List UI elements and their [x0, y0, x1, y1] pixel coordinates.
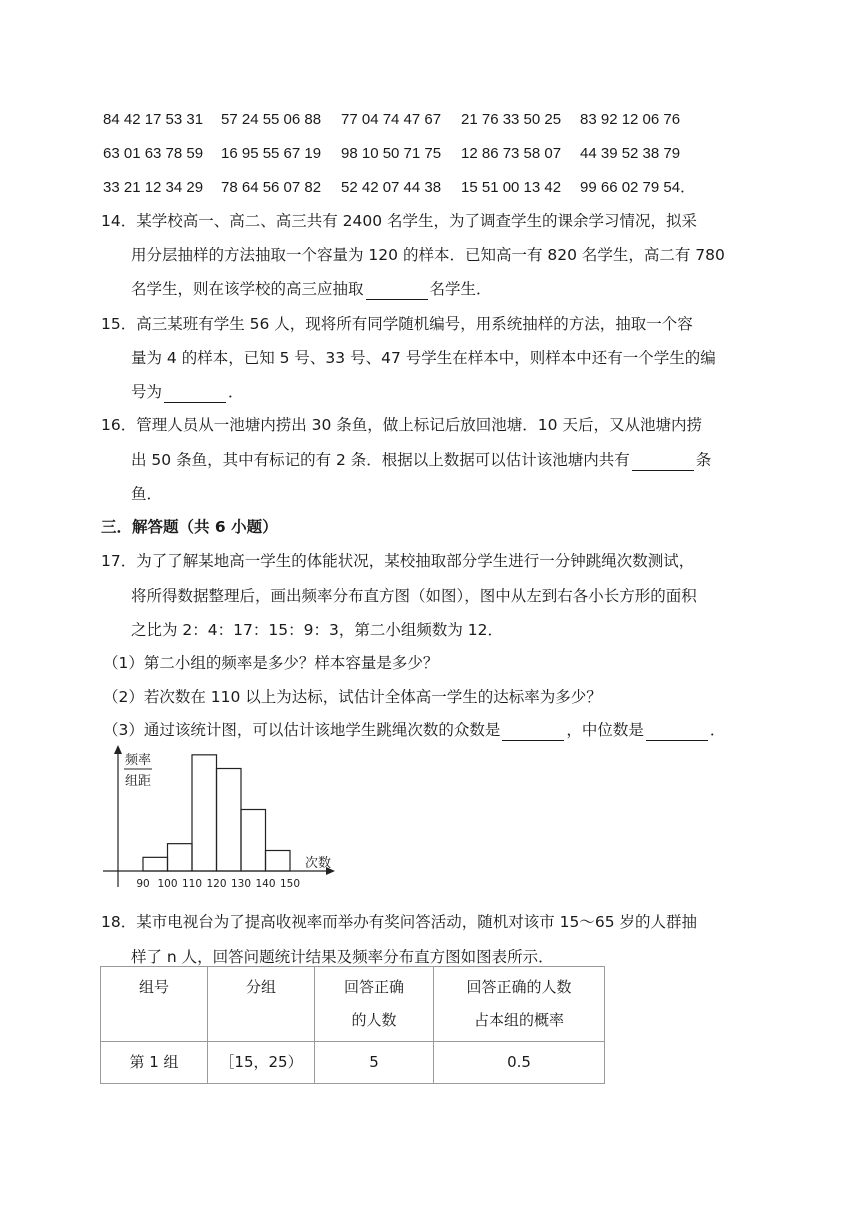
histogram-bar: [266, 851, 291, 872]
y-axis-arrow-icon: [114, 745, 122, 754]
number-group: 77 04 74 47 67: [341, 111, 442, 128]
number-group: 15 51 00 13 42: [461, 179, 562, 196]
number-group: 16 95 55 67 19: [221, 145, 322, 162]
x-tick-label: 120: [206, 878, 227, 890]
histogram-bar: [143, 857, 168, 871]
number-group: 78 64 56 07 82: [221, 179, 322, 196]
answer-blank: [646, 723, 708, 741]
random-number-row-1: [103, 109, 680, 131]
number-group: 84 42 17 53 31: [103, 111, 204, 128]
x-tick-label: 130: [230, 878, 252, 890]
header-text: 占本组的概率: [473, 1011, 564, 1029]
q16-text: 条: [695, 451, 712, 469]
answer-blank: [502, 723, 564, 741]
q16-line-3: 鱼．: [131, 485, 163, 503]
table-header-cell: [101, 967, 208, 1042]
number-group: 33 21 12 34 29: [103, 179, 204, 196]
table-header-cell: [434, 967, 605, 1042]
q17-text: （3）通过该统计图，可以估计该地学生跳绳次数的众数是: [103, 721, 501, 739]
table-cell: 第 1 组: [101, 1042, 208, 1084]
header-text: 分组: [245, 978, 276, 996]
q17-sub-2: （2）若次数在 110 以上为达标，试估计全体高一学生的达标率为多少？: [103, 688, 602, 706]
q17-text: ，中位数是: [566, 721, 644, 739]
number-group: 83 92 12 06 76: [580, 111, 681, 128]
q17-sub-3: [103, 719, 725, 741]
header-text: 回答正确: [343, 978, 404, 996]
header-text: 组号: [138, 978, 169, 996]
table-cell: ［15，25）: [208, 1042, 315, 1084]
number-group: 52 42 07 44 38: [341, 179, 442, 196]
table-header-cell: [315, 967, 434, 1042]
x-tick-label: 150: [279, 878, 301, 890]
answer-blank: [632, 453, 694, 471]
number-group: 44 39 52 38 79: [580, 145, 681, 162]
q14-line-2: 用分层抽样的方法抽取一个容量为 120 的样本．已知高一有 820 名学生，高二有 780: [131, 246, 725, 264]
q17-sub-1: （1）第二小组的频率是多少？样本容量是多少？: [103, 654, 439, 672]
x-tick-label: 140: [255, 878, 276, 890]
x-axis-label: 次数: [305, 856, 332, 871]
q17-text: ．: [709, 721, 726, 739]
q16-line-1: 16．管理人员从一池塘内捞出 30 条鱼，做上标记后放回池塘．10 天后，又从池塘内捞: [101, 416, 702, 434]
table-cell: 0.5: [434, 1042, 605, 1084]
y-axis-label-bottom: 组距: [125, 774, 152, 789]
table-header-row: [101, 967, 605, 1042]
q15-line-3: [131, 381, 244, 403]
number-group: 99 66 02 79 54．: [580, 179, 696, 196]
answer-blank: [366, 282, 428, 300]
x-tick-label: 90: [136, 878, 150, 890]
answer-blank: [164, 385, 226, 403]
number-group: 21 76 33 50 25: [461, 111, 562, 128]
q18-line-1: 18．某市电视台为了提高收视率而举办有奖问答活动，随机对该市 15～65 岁的人群抽: [101, 913, 698, 931]
q14-text: 名学生，则在该学校的高三应抽取: [131, 280, 364, 298]
histogram-bar: [168, 844, 193, 871]
table-header-cell: [208, 967, 315, 1042]
histogram-bar: [192, 755, 217, 871]
x-tick-label: 110: [181, 878, 203, 890]
number-group: 98 10 50 71 75: [341, 145, 442, 162]
header-text: 的人数: [351, 1011, 397, 1029]
section-title: 三．解答题（共 6 小题）: [101, 518, 278, 536]
number-group: 12 86 73 58 07: [461, 145, 562, 162]
q15-line-2: 量为 4 的样本，已知 5 号、33 号、47 号学生在样本中，则样本中还有一个学生的编: [131, 349, 716, 367]
random-number-row-3: [103, 177, 695, 199]
header-text: 回答正确的人数: [466, 978, 572, 996]
q16-text: 出 50 条鱼，其中有标记的有 2 条．根据以上数据可以估计该池塘内共有: [131, 451, 630, 469]
histogram-bar: [241, 810, 266, 872]
random-number-row-2: [103, 143, 680, 165]
q14-line-1: 14．某学校高一、高二、高三共有 2400 名学生，为了调查学生的课余学习情况，拟采: [101, 212, 698, 230]
q15-text: 号为: [131, 383, 163, 401]
number-group: 63 01 63 78 59: [103, 145, 204, 162]
q16-line-2: [131, 449, 711, 471]
table-cell: 5: [315, 1042, 434, 1084]
x-tick-label: 100: [157, 878, 178, 890]
q14-text: 名学生．: [429, 280, 492, 298]
q17-line-3: 之比为 2：4：17：15：9：3，第二小组频数为 12．: [131, 621, 503, 639]
frequency-histogram: [103, 744, 335, 900]
q15-text: ．: [228, 383, 244, 401]
q17-line-1: 17．为了了解某地高一学生的体能状况，某校抽取部分学生进行一分钟跳绳次数测试，: [101, 552, 695, 570]
table-row: [101, 1042, 605, 1084]
number-group: 57 24 55 06 88: [221, 111, 322, 128]
q18-line-2: 样了 n 人，回答问题统计结果及频率分布直方图如图表所示．: [131, 948, 554, 966]
y-axis-label-top: 频率: [125, 753, 152, 768]
q15-line-1: 15．高三某班有学生 56 人，现将所有同学随机编号，用系统抽样的方法，抽取一个容: [101, 315, 693, 333]
histogram-bar: [217, 769, 242, 872]
q18-table: [100, 966, 605, 1084]
q17-line-2: 将所得数据整理后，画出频率分布直方图（如图），图中从左到右各小长方形的面积: [131, 587, 697, 605]
q14-line-3: [131, 278, 492, 300]
